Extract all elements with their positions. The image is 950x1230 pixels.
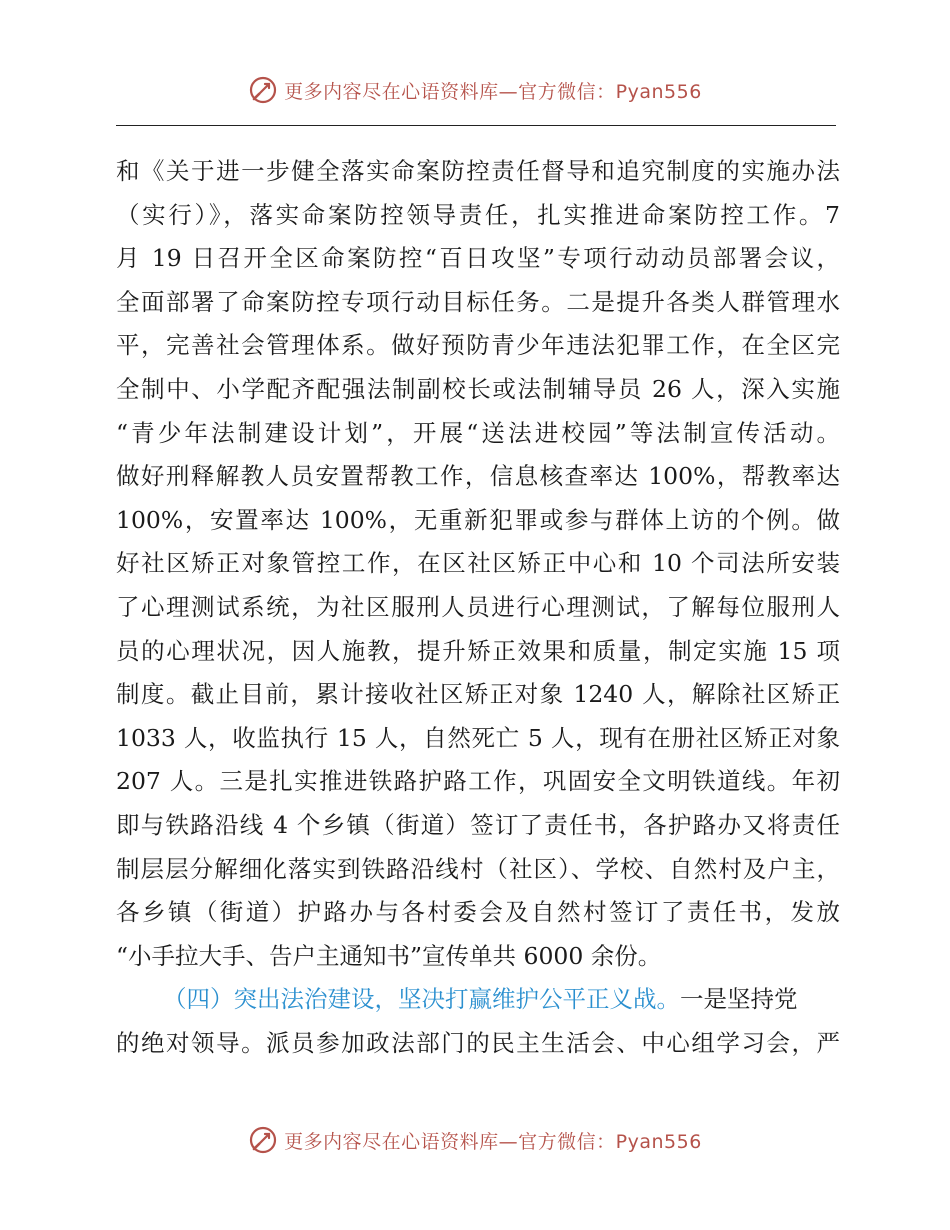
body-line: 各乡镇（街道）护路办与各村委会及自然村签订了责任书，发放 bbox=[116, 898, 840, 927]
section-heading-tail: 一是坚持党 bbox=[680, 985, 798, 1014]
body-line: 制层层分解细化落实到铁路沿线村（社区）、学校、自然村及户主， bbox=[116, 854, 840, 883]
quill-logo-icon bbox=[248, 1125, 278, 1155]
body-line: 的绝对领导。派员参加政法部门的民主生活会、中心组学习会，严 bbox=[116, 1028, 840, 1057]
body-line: 全面部署了命案防控专项行动目标任务。二是提升各类人群管理水 bbox=[116, 287, 840, 316]
body-line: 制度。截止目前，累计接收社区矫正对象 1240 人，解除社区矫正 bbox=[116, 680, 840, 709]
banner-text: 更多内容尽在心语资料库—官方微信：Pyan556 bbox=[284, 1130, 702, 1153]
body-line: 即与铁路沿线 4 个乡镇（街道）签订了责任书，各护路办又将责任 bbox=[116, 810, 840, 839]
body-line: 平，完善社会管理体系。做好预防青少年违法犯罪工作，在全区完 bbox=[116, 331, 840, 360]
document-body bbox=[116, 150, 840, 1065]
body-line: 了心理测试系统，为社区服刑人员进行心理测试，了解每位服刑人 bbox=[116, 592, 840, 621]
footer-banner bbox=[0, 1120, 950, 1160]
header-divider bbox=[116, 125, 836, 126]
section-heading: （四）突出法治建设，坚决打赢维护公平正义战。 bbox=[163, 985, 680, 1014]
quill-logo-icon bbox=[248, 75, 278, 105]
body-line: “小手拉大手、告户主通知书”宣传单共 6000 余份。 bbox=[116, 941, 662, 970]
body-line: 100%，安置率达 100%，无重新犯罪或参与群体上访的个例。做 bbox=[116, 505, 840, 534]
body-line: 全制中、小学配齐配强法制副校长或法制辅导员 26 人，深入实施 bbox=[116, 374, 840, 403]
body-line: 好社区矫正对象管控工作，在区社区矫正中心和 10 个司法所安装 bbox=[116, 549, 840, 578]
body-line: 月 19 日召开全区命案防控“百日攻坚”专项行动动员部署会议， bbox=[116, 244, 840, 273]
body-line: 和《关于进一步健全落实命案防控责任督导和追究制度的实施办法 bbox=[116, 157, 840, 185]
header-banner bbox=[0, 70, 950, 110]
body-line: 做好刑释解教人员安置帮教工作，信息核查率达 100%，帮教率达 bbox=[116, 462, 840, 491]
body-line: 207 人。三是扎实推进铁路护路工作，巩固安全文明铁道线。年初 bbox=[116, 767, 840, 796]
body-line: “青少年法制建设计划”，开展“送法进校园”等法制宣传活动。 bbox=[116, 418, 840, 447]
banner-text: 更多内容尽在心语资料库—官方微信：Pyan556 bbox=[284, 80, 702, 103]
body-line: 1033 人，收监执行 15 人，自然死亡 5 人，现有在册社区矫正对象 bbox=[116, 723, 840, 752]
body-line: （实行）》，落实命案防控领导责任，扎实推进命案防控工作。7 bbox=[116, 200, 840, 229]
body-line: 员的心理状况，因人施教，提升矫正效果和质量，制定实施 15 项 bbox=[116, 636, 840, 665]
section-heading-line bbox=[116, 978, 840, 1022]
